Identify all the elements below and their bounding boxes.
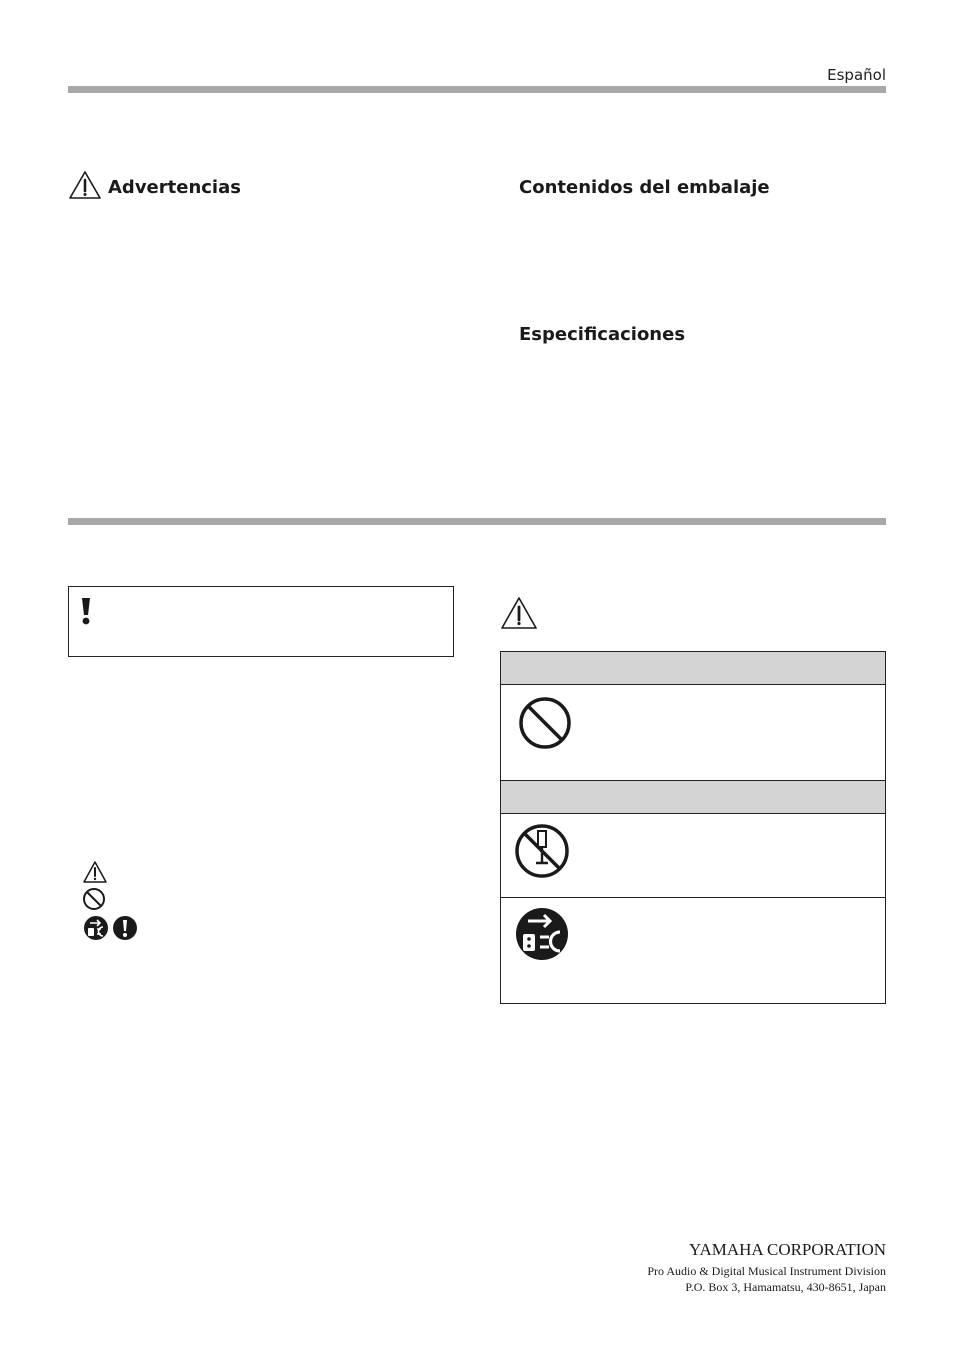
caution-triangle-icon (500, 596, 538, 634)
caution-table (500, 651, 886, 1004)
prohibition-icon (518, 696, 572, 754)
section-title-especificaciones: Especificaciones (519, 324, 686, 345)
exclamation-icon (77, 596, 95, 630)
table-row (501, 814, 885, 898)
middle-rule (68, 518, 886, 525)
legend-mandatory-icon (112, 915, 138, 945)
no-disassembly-icon (514, 823, 570, 883)
legend-warning-icon (82, 860, 108, 888)
company-address: P.O. Box 3, Hamamatsu, 430-8651, Japan (685, 1280, 886, 1294)
table-row (501, 898, 885, 1003)
legend-unplug-icon (83, 915, 109, 945)
company-name: YAMAHA CORPORATION (689, 1240, 886, 1259)
table-header-row (501, 781, 885, 814)
important-notice-box (68, 586, 454, 657)
table-row (501, 685, 885, 781)
legend-prohibition-icon (82, 887, 106, 915)
language-label: Español (827, 66, 886, 84)
company-division: Pro Audio & Digital Musical Instrument Division (647, 1264, 886, 1278)
warning-triangle-icon (68, 170, 102, 204)
top-rule (68, 86, 886, 93)
table-header-row (501, 652, 885, 685)
unplug-icon (514, 906, 570, 966)
section-title-advertencias: Advertencias (108, 177, 241, 198)
section-title-contenidos: Contenidos del embalaje (519, 177, 770, 198)
